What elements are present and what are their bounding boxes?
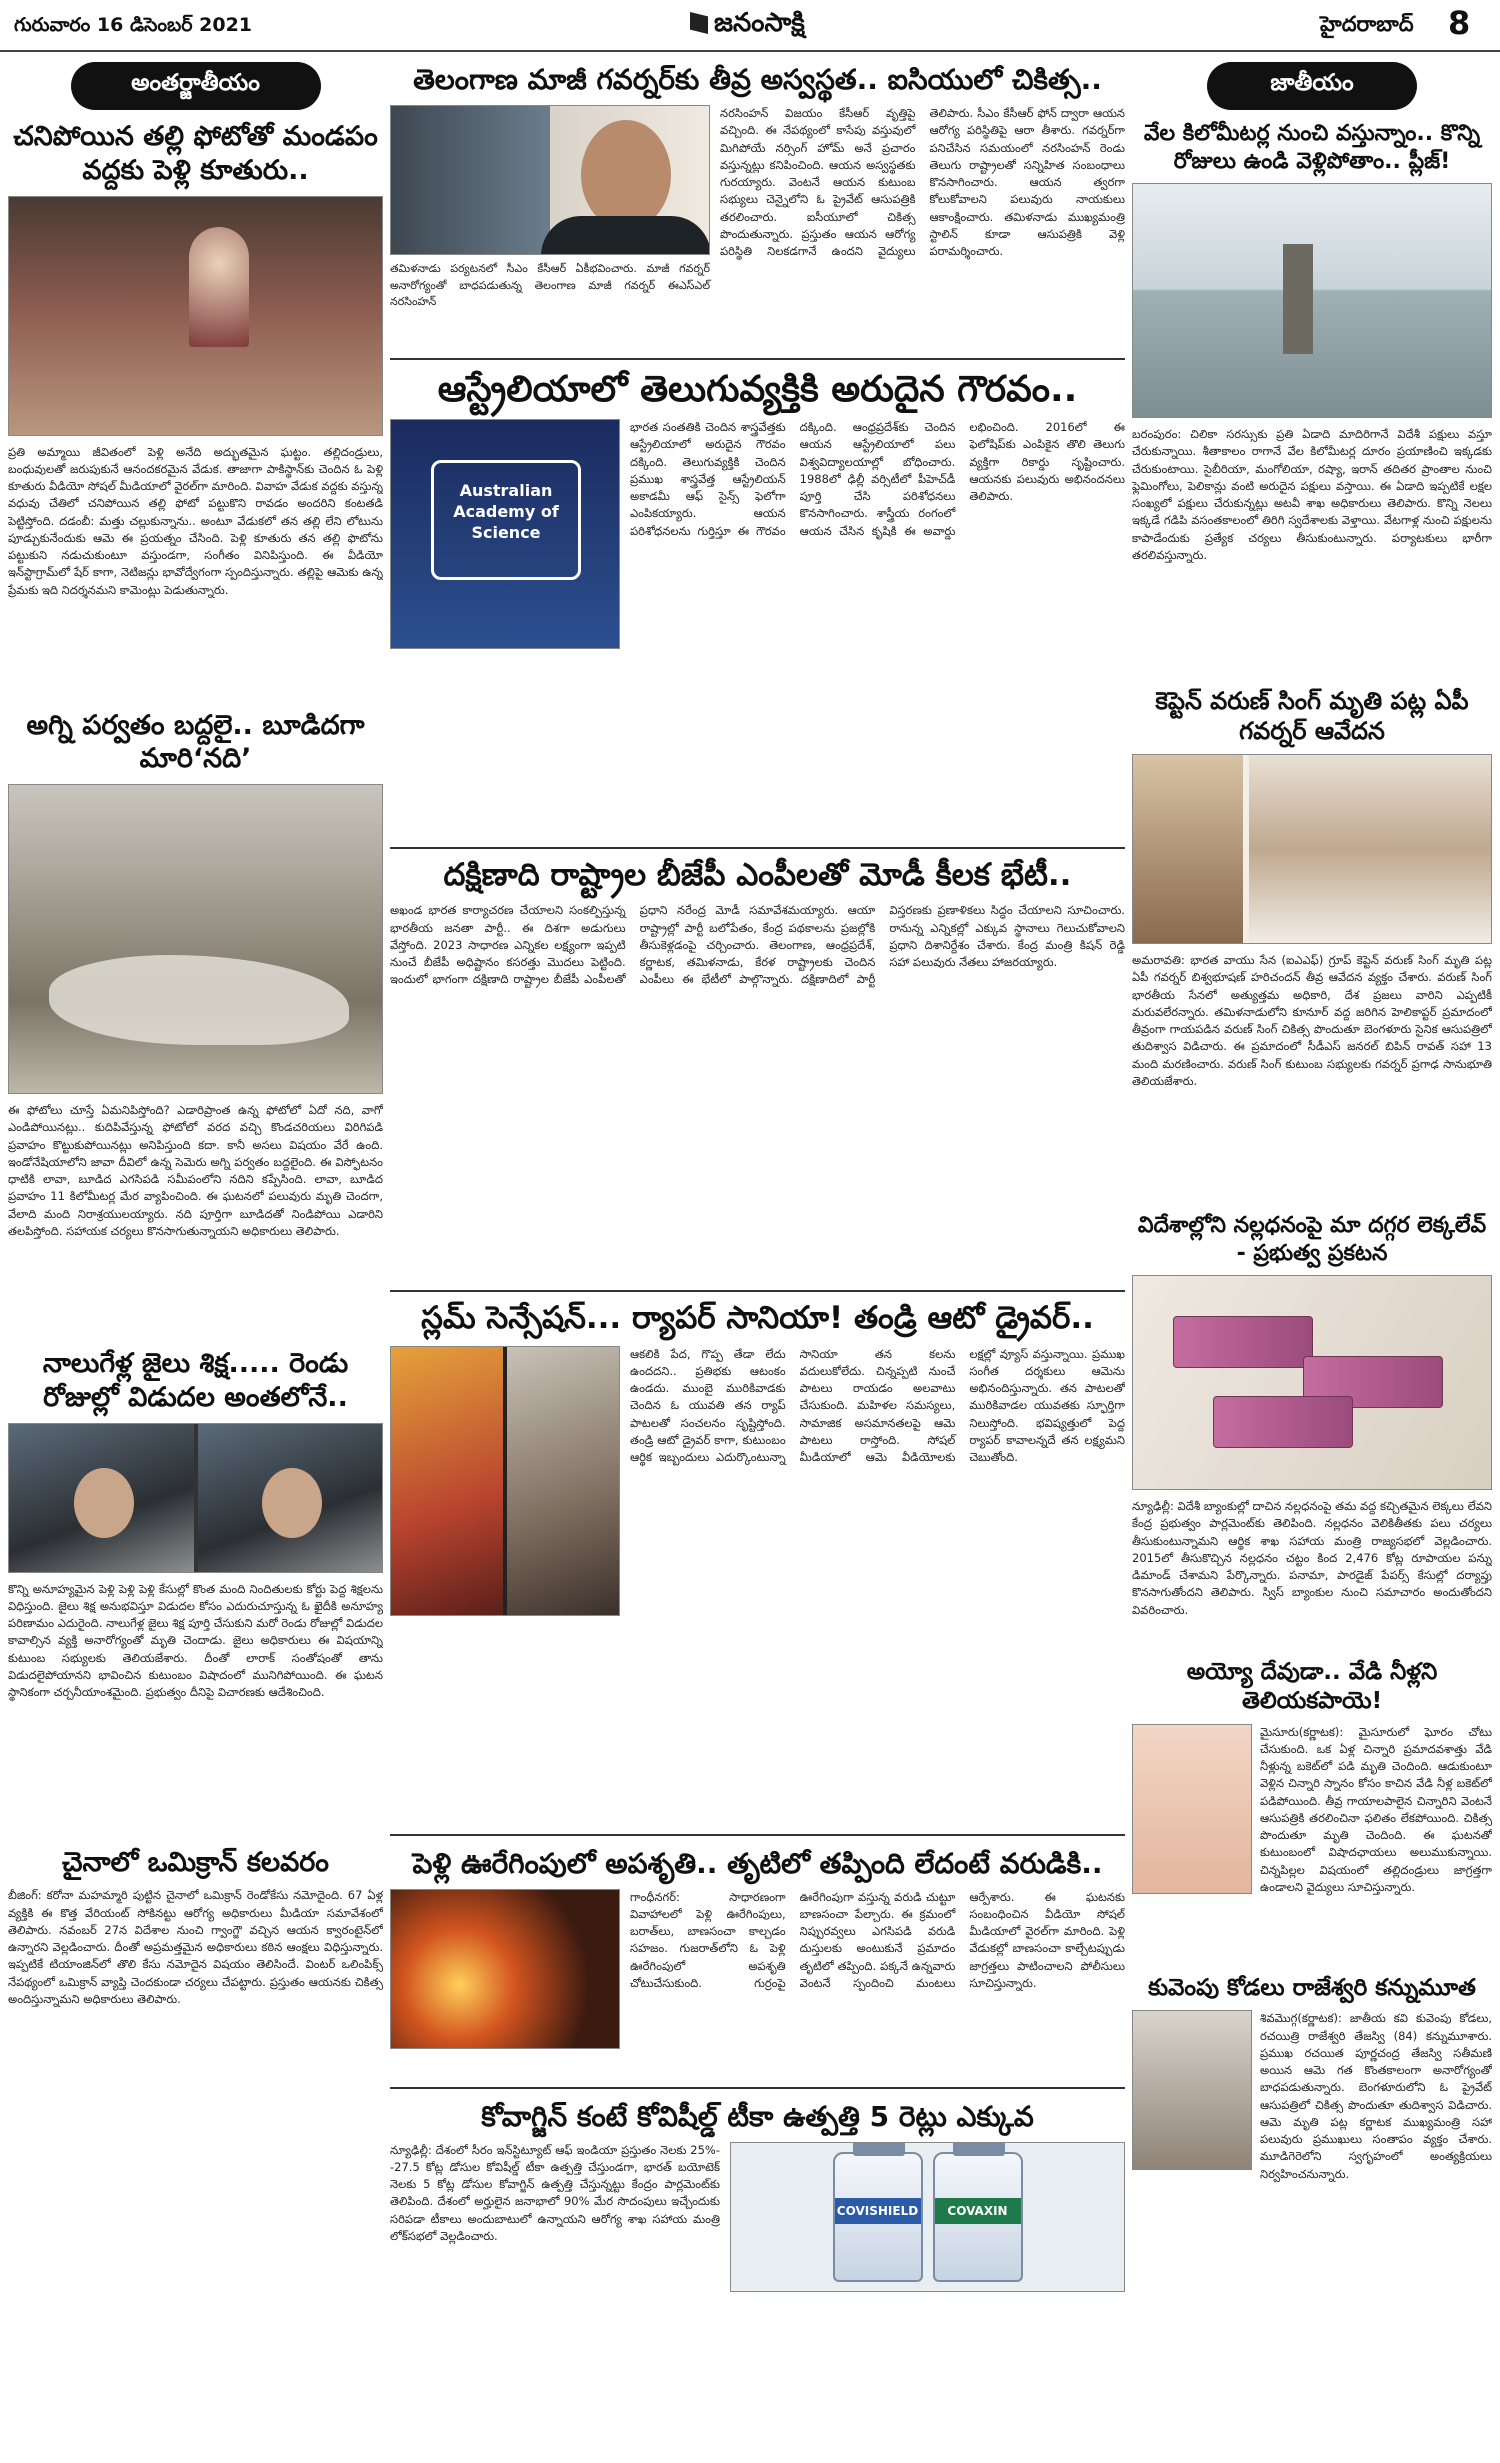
article-rapper: [390, 1300, 1125, 1825]
headline: చైనాలో ఒమిక్రాన్ కలవరం: [62, 1846, 329, 1878]
headline: ఆస్ట్రేలియాలో తెలుగువ్యక్తికి అరుదైన గౌరవం..: [437, 369, 1078, 410]
headline: స్లమ్ సెన్సేషన్... ర్యాపర్ సానియా! తండ్రి ఆటో డ్రైవర్..: [421, 1300, 1094, 1337]
article-black-money: [1132, 1212, 1492, 1648]
vaccine-photo: [730, 2142, 1125, 2292]
article-body: బరంపురం: చిలికా సరస్సుకు ప్రతి ఏడాది మాదిరిగానే విదేశీ పక్షులు వస్తూ చేరుకున్నాయి. శీతాకాలం రాగానే వేల కిలోమీటర్ల దూరం ప్రయాణించి ఇక్కడకు చేరుకుంటాయి. సైబీరియా, మంగోలియా, రష్యా, ఇరాన్ తదితర ప్రాంతాల నుంచి ఫ్లెమింగోలు, పెలికాన్లు వంటి అరుదైన పక్షులు వస్తాయి. ఈ ఏడాది ఇప్పటికే లక్షల సంఖ్యలో పక్షులు చేరుకున్నట్లు అటవీ శాఖ అధికారులు తెలిపారు. కొన్ని నెలలు ఇక్కడే గడిపి వసంతకాలంలో తిరిగి స్వదేశాలకు వెళ్తాయి. వేటగాళ్ల నుంచి పక్షులను కాపాడేందుకు ప్రత్యేక చర్యలు తీసుకుంటున్నారు. పర్యాటకులు భారీగా తరలివస్తున్నారు.: [1132, 427, 1492, 562]
governor-suit: [541, 216, 710, 255]
rapper-photo: [390, 1346, 620, 1616]
article-bjp-modi: [390, 857, 1125, 1282]
page-number: 8: [1448, 4, 1471, 42]
article-body: గాంధీనగర్: సాధారణంగా వివాహాలలో పెళ్లి ఊరేగింపులు, బరాత్‌లు, బాణసంచా కాల్చడం సహజం. గుజరాత్‌లోని ఓ పెళ్లి ఊరేగింపులో అపశృతి చోటుచేసుకుంది. గుర్రంపై ఊరేగింపుగా వస్తున్న వరుడి చుట్టూ బాణసంచా పేల్చారు. ఈ క్రమంలో నిప్పురవ్వలు ఎగసిపడి వరుడి దుస్తులకు అంటుకునే ప్రమాదం తృటిలో తప్పింది. పక్కనే ఉన్నవారు వెంటనే స్పందించి మంటలు ఆర్పేశారు. ఈ ఘటనకు సంబంధించిన వీడియో సోషల్ మీడియాలో వైరల్‌గా మారింది. పెళ్లి వేడుకల్లో బాణసంచా కాల్చేటప్పుడు జాగ్రత్తలు పాటించాలని పోలీసులు సూచిస్తున్నారు.: [630, 1889, 1125, 1990]
photo-right: [198, 1424, 383, 1572]
currency-photo: [1132, 1275, 1492, 1490]
national-column: [1132, 62, 1492, 2457]
article-jail: [8, 1347, 383, 1836]
governor-portrait-photo: [1132, 754, 1492, 944]
article-body: ప్రతి అమ్మాయి జీవితంలో పెళ్లి అనేది అద్భుతమైన ఘట్టం. తల్లిదండ్రులు, బంధువులతో జరుపుకునే ఆనందకరమైన వేడుక. తాజాగా పాకిస్థాన్‌కు చెందిన ఓ పెళ్లి కూతురు వీడియో సోషల్ మీడియాలో వైరల్‌గా మారింది. వివాహ వేడుక వద్దకు వస్తున్న వధువు చేతిలో చనిపోయిన తల్లి ఫోటో పట్టుకొని రావడం అందరిని కంటతడి పెట్టిస్తోంది. దడంబీ: మత్తు చల్లుకున్నాను.. అంటూ వేడుకలో తన తల్లి లేని లోటును పూడ్చుకునేందుకు ఆమె ఈ ప్రయత్నం చేసింది. పెళ్లి కూతురు తన తల్లి ఫొటోను పట్టుకుని నడుచుకుంటూ వస్తుండగా, సంగీతం వినిపిస్తుంది. ఈ వీడియో ఇన్‌స్టాగ్రామ్‌లో షేర్ కాగా, నెటిజన్లు భావోద్వేగంగా స్పందిస్తున్నారు. తల్లిపై ఆమెకు ఉన్న ప్రేమకు ఇది నిదర్శనమని కామెంట్లు పెడుతున్నారు.: [8, 444, 383, 597]
headline: తెలంగాణ మాజీ గవర్నర్‌కు తీవ్ర అస్వస్థత.. ఐసియులో చికిత్స..: [413, 63, 1102, 96]
article-hot-water: [1132, 1658, 1492, 1964]
headline: నాలుగేళ్ల జైలు శిక్ష..... రెండు రోజుల్లో విడుదల అంతలోనే..: [42, 1348, 349, 1413]
divider: [390, 2087, 1125, 2089]
prisoner-photo: [8, 1423, 383, 1573]
international-column: [8, 62, 383, 2457]
article-governor: [390, 62, 1125, 350]
article-vaccine: [390, 2099, 1125, 2292]
article-varun-singh: [1132, 686, 1492, 1202]
article-body: అఖండ భారత కార్యాచరణ చేయాలని సంకల్పిస్తున్న భారతీయ జనతా పార్టీ.. ఈ దిశగా అడుగులు వేస్తోంది. 2023 సాధారణ ఎన్నికల లక్ష్యంగా ఇప్పటి నుంచే బీజేపీ అధిష్టానం కసరత్తు మొదలు పెట్టింది. ఇందులో భాగంగా దక్షిణాది రాష్ట్రాల బీజేపీ ఎంపీలతో ప్రధాని నరేంద్ర మోడీ సమావేశమయ్యారు. ఆయా రాష్ట్రాల్లో పార్టీ బలోపేతం, కేంద్ర పథకాలను ప్రజల్లోకి తీసుకెళ్లడంపై చర్చించారు. తెలంగాణ, ఆంధ్రప్రదేశ్, కర్ణాటక, తమిళనాడు, కేరళ రాష్ట్రాలకు చెందిన ఎంపీలు ఈ భేటీలో పాల్గొన్నారు. దక్షిణాదిలో పార్టీ విస్తరణకు ప్రణాళికలు సిద్ధం చేయాలని సూచించారు. రానున్న ఎన్నికల్లో ఎక్కువ స్థానాలు గెలుచుకోవాలని ప్రధాని దిశానిర్దేశం చేశారు. కేంద్ర మంత్రి కిషన్ రెడ్డి సహా పలువురు నేతలు హాజరయ్యారు.: [390, 903, 1125, 987]
article-australia: [390, 368, 1125, 839]
section-label-international: అంతర్జాతీయం: [71, 62, 321, 110]
divider: [390, 358, 1125, 360]
headline: పెళ్లి ఊరేగింపులో అపశృతి.. తృటిలో తప్పింది లేదంటే వరుడికి..: [412, 1846, 1103, 1880]
headline: చనిపోయిన తల్లి ఫోటోతో మండపం వద్దకు పెళ్లి కూతురు..: [13, 121, 378, 186]
divider: [390, 1290, 1125, 1292]
article-body: కొన్ని అనూహ్యమైన పెళ్లి పెళ్లి పెళ్లి కేసుల్లో కొంత మంది నిందితులకు కోర్టు పెద్ద శిక్షలను విధిస్తుంది. జైలు శిక్ష అనుభవిస్తూ విడుదల కోసం ఎదురుచూస్తున్న ఓ ఖైదీకి అనూహ్య పరిణామం ఎదురైంది. నాలుగేళ్ల జైలు శిక్ష పూర్తి చేసుకుని మరో రెండు రోజుల్లో విడుదల కావాల్సిన వ్యక్తి అనారోగ్యంతో మృతి చెందాడు. జైలు అధికారులు ఈ విషయాన్ని కుటుంబ సభ్యులకు తెలియజేశారు. దీంతో లారాక్ సంతోషంతో తాను విడుదలైపోయానని భావించిన కుటుంబం విషాదంలో మునిగిపోయింది. ఈ ఘటన స్థానికంగా చర్చనీయాంశమైంది. ప్రభుత్వం దీనిపై విచారణకు ఆదేశించింది.: [8, 1581, 383, 1699]
headline: కోవాగ్జిన్ కంటే కోవిషీల్డ్ టీకా ఉత్పత్తి 5 రెట్లు ఎక్కువ: [481, 2099, 1034, 2133]
headline: దక్షిణాది రాష్ట్రాల బీజేపీ ఎంపీలతో మోడీ కీలక భేటీ..: [443, 857, 1072, 894]
headline: వేల కిలోమీటర్ల నుంచి వస్తున్నాం.. కొన్ని రోజులు ఉండి వెళ్లిపోతాం.. ప్లీజ్!: [1143, 121, 1481, 174]
issue-date: గురువారం 16 డిసెంబర్ 2021: [14, 14, 253, 36]
main-column: [390, 62, 1125, 2457]
bride-figure: [189, 227, 249, 347]
article-body: నరసింహన్ విజయం కేసీఆర్ వృత్తిపై వచ్చింది. ఈ నేపథ్యంలో కాసేపు వస్తువులో మిగిపోయే నర్సింగ్ హోమ్ అనే ప్రచారం వస్తున్నట్లు కనిపించింది. ఆయన అస్వస్థతకు గురయ్యారు. వెంటనే ఆయన కుటుంబ సభ్యులు చెన్నైలోని ఓ ప్రైవేట్ ఆసుపత్రికి తరలించారు. ఐసీయూలో చికిత్స పొందుతున్నారు. ప్రస్తుతం ఆయన ఆరోగ్య పరిస్థితి నిలకడగానే ఉందని వైద్యులు తెలిపారు. సీఎం కేసీఆర్ ఫోన్ ద్వారా ఆయన ఆరోగ్య పరిస్థితిపై ఆరా తీశారు. గవర్నర్‌గా పనిచేసిన సమయంలో నరసింహన్ రెండు తెలుగు రాష్ట్రాలతో సన్నిహిత సంబంధాలు కొనసాగించారు. ఆయన త్వరగా కోలుకోవాలని పలువురు నాయకులు ఆకాంక్షించారు. తమిళనాడు ముఖ్యమంత్రి స్టాలిన్ కూడా ఆసుపత్రికి వెళ్లి పరామర్శించారు.: [720, 106, 1125, 258]
cash-bundle: [1173, 1316, 1313, 1368]
covishield-vial-icon: [833, 2152, 923, 2282]
vial-cap: [953, 2142, 1005, 2156]
article-wedding-fire: [390, 1846, 1125, 2079]
section-label-national: జాతీయం: [1207, 62, 1417, 110]
article-omicron-china: [8, 1846, 383, 2118]
headline: విదేశాల్లోని నల్లధనంపై మా దగ్గర లెక్కలేవ్ - ప్రభుత్వ ప్రకటన: [1137, 1213, 1487, 1266]
article-bride: [8, 120, 383, 699]
child-photo: [1132, 1724, 1252, 1894]
edition-city: హైదరాబాద్: [1320, 12, 1414, 36]
headline: అయ్యో దేవుడా.. వేడి నీళ్లని తెలియకపాయె!: [1186, 1659, 1438, 1714]
photo-left: [391, 1347, 503, 1615]
article-body: భారత సంతతికి చెందిన శాస్త్రవేత్తకు ఆస్ట్రేలియాలో అరుదైన గౌరవం దక్కింది. తెలుగువ్యక్తికి చెందిన ప్రముఖ శాస్త్రవేత్త ఆస్ట్రేలియన్ అకాడమీ ఆఫ్ సైన్స్ ఫెలోగా ఎంపికయ్యారు. ఆయన పరిశోధనలను గుర్తిస్తూ ఈ గౌరవం దక్కింది. ఆంధ్రప్రదేశ్‌కు చెందిన ఆయన ఆస్ట్రేలియాలో పలు విశ్వవిద్యాలయాల్లో బోధించారు. 1988లో ఢిల్లీ వర్సిటీలో పీహెచ్‌డీ పూర్తి చేసి పరిశోధనలు కొనసాగించారు. శాస్త్రీయ రంగంలో ఆయన చేసిన కృషికి ఈ అవార్డు లభించింది. 2016లో ఈ ఫెలోషిప్‌కు ఎంపికైన తొలి తెలుగు వ్యక్తిగా రికార్డు సృష్టించారు. ఆయనకు పలువురు అభినందనలు తెలిపారు.: [630, 420, 1125, 538]
divider: [390, 847, 1125, 849]
article-body: ఆకలికి పేద, గొప్ప తేడా లేదు ఉందదని.. ప్రతిభకు ఆటంకం ఉండదు. ముంబై మురికివాడకు చెందిన ఓ యువతి తన ర్యాప్ పాటలతో సంచలనం సృష్టిస్తోంది. తండ్రి ఆటో డ్రైవర్ కాగా, కుటుంబం ఆర్థిక ఇబ్బందులు ఎదుర్కొంటున్నా సానియా తన కలను వదులుకోలేదు. చిన్నప్పటి నుంచే పాటలు రాయడం అలవాటు చేసుకుంది. మహిళల సమస్యలు, సామాజిక అసమానతలపై ఆమె పాటలు రాస్తోంది. సోషల్ మీడియాలో ఆమె వీడియోలకు లక్షల్లో వ్యూస్ వస్తున్నాయి. ప్రముఖ సంగీత దర్శకులు ఆమెను అభినందిస్తున్నారు. తన పాటలతో మురికివాడల యువతకు స్ఫూర్తిగా నిలుస్తోంది. భవిష్యత్తులో పెద్ద ర్యాపర్ కావాలన్నదే తన లక్ష్యమని చెబుతోంది.: [630, 1346, 1125, 1465]
award-photo: [390, 419, 620, 649]
article-body: బీజింగ్: కరోనా మహమ్మారి పుట్టిన చైనాలో ఒమిక్రాన్ రెండోకేసు నమోదైంది. 67 ఏళ్ల వ్యక్తికి ఈ కొత్త వేరియంట్ సోకినట్టు ఆరోగ్య అధికారులు మీడియా సమావేశంలో తెలిపారు. నవంబర్ 27న విదేశాల నుంచి గ్వాంగ్జౌ వచ్చిన ఆయన క్వారంటైన్‌లో ఉన్నారని వెల్లడించారు. దీంతో అప్రమత్తమైన అధికారులు కఠిన ఆంక్షలు విధిస్తున్నారు. ఇప్పటికే టియాంజిన్‌లో తొలి కేసు నమోదైన విషయం తెలిసిందే. వింటర్ ఒలింపిక్స్ నేపథ్యంలో ఒమిక్రాన్ వ్యాప్తి చెందకుండా చర్యలు చేపట్టారు. ప్రస్తుతం ఆయనకు చికిత్స అందిస్తున్నామని అధికారులు తెలిపారు.: [8, 1888, 383, 2006]
divider: [390, 1834, 1125, 1836]
article-body: ఈ ఫోటోలు చూస్తే ఏమనిపిస్తోంది? ఎడారిప్రాంత ఉన్న ఫోటోలో ఏదో నది, వాగో ఎండిపోయినట్లు.. కుదిపివేస్తున్న ఫోటోలో వరద వచ్చి కొండచరియలు విరిగిపడి ప్రవాహం కొట్టుకుపోయినట్లు అనిపిస్తుంది కదా. కానీ అసలు విషయం వేరే ఉంది. ఇండోనేషియాలోని జావా దీవిలో ఉన్న సెమెరు అగ్ని పర్వతం బద్దలైంది. ఈ విస్ఫోటనం ధాటికి లావా, బూడిద ఎగసిపడి సమీపంలోని నదిని కప్పేసింది. లావా, బూడిద ప్రవాహం 11 కిలోమీటర్ల మేర వ్యాపించింది. ఈ ఘటనలో పలువురు మృతి చెందగా, వేలాది మంది నిరాశ్రయులయ్యారు. నది పూర్తిగా బూడిదతో నిండిపోయి ఎడారిని తలపిస్తోంది. సహాయక చర్యలు కొనసాగుతున్నాయని అధికారులు తెలిపారు.: [8, 1103, 383, 1238]
masthead: [690, 8, 805, 44]
vial-label: COVISHIELD: [835, 2198, 921, 2224]
rajeshwari-photo: [1132, 2010, 1252, 2170]
article-volcano: [8, 709, 383, 1338]
article-body: న్యూఢిల్లీ: విదేశీ బ్యాంకుల్లో దాచిన నల్లధనంపై తమ వద్ద కచ్చితమైన లెక్కలు లేవని కేంద్ర ప్రభుత్వం పార్లమెంట్‌కు తెలిపింది. నల్లధనం వెలికితీతకు పలు చర్యలు తీసుకుంటున్నామని ఆర్థిక శాఖ సహాయ మంత్రి రాజ్యసభలో వెల్లడించారు. 2015లో తీసుకొచ్చిన నల్లధనం చట్టం కింద 2,476 కోట్ల రూపాయల పన్ను డిమాండ్ చేశామని పేర్కొన్నారు. పనామా, పారడైజ్ పేపర్స్ కేసుల్లో దర్యాప్తు కొనసాగుతోందని తెలిపారు. స్విస్ బ్యాంకుల నుంచి సమాచారం అందుతోందని వివరించారు.: [1132, 1499, 1492, 1617]
lake-photo: [1132, 183, 1492, 418]
academy-sign: Australian Academy of Science: [431, 460, 581, 580]
ash-river: [49, 955, 349, 1045]
page-header: [0, 0, 1500, 52]
vial-label: COVAXIN: [935, 2198, 1021, 2224]
masthead-logo-icon: [690, 12, 708, 34]
article-body: శివమొగ్గ(కర్ణాటక): జాతీయ కవి కువెంపు కోడలు, రచయిత్రి రాజేశ్వరి తేజస్వి (84) కన్నుమూశారు. ప్రముఖ రచయిత పూర్ణచంద్ర తేజస్వి సతీమణి అయిన ఆమె గత కొంతకాలంగా అనారోగ్యంతో బాధపడుతున్నారు. బెంగళూరులోని ఓ ప్రైవేట్ ఆసుపత్రిలో చికిత్స పొందుతూ తుదిశ్వాస విడిచారు. ఆమె మృతి పట్ల కర్ణాటక ముఖ్యమంత్రి సహా పలువురు ప్రముఖులు సంతాపం వ్యక్తం చేశారు. మూడిగెరెలోని స్వగృహంలో అంత్యక్రియలు నిర్వహించనున్నారు.: [1260, 2011, 1492, 2181]
article-kuvempu: [1132, 1974, 1492, 2201]
governor-face: [581, 120, 671, 230]
governor-photo: [390, 105, 710, 255]
fireworks-photo: [390, 1889, 620, 2049]
vial-cap: [853, 2142, 905, 2156]
article-migratory-birds: [1132, 120, 1492, 676]
covaxin-vial-icon: [933, 2152, 1023, 2282]
volcano-photo: [8, 784, 383, 1094]
article-body: న్యూఢిల్లీ: దేశంలో సీరం ఇన్‌స్టిట్యూట్ ఆఫ్ ఇండియా ప్రస్తుతం నెలకు 25%--27.5 కోట్ల డోసుల కోవిషీల్డ్ టీకా ఉత్పత్తి చేస్తుండగా, భారత్ బయోటెక్ నెలకు 5 కోట్ల డోసుల కోవాగ్జిన్ ఉత్పత్తి చేస్తున్నట్టు కేంద్రం పార్లమెంట్‌కు తెలిపింది. దేశంలో అర్హులైన జనాభాలో 90% మేర సొదంపులు ఇచ్చేందుకు సరిపడా టీకాలు అందుబాటులో ఉన్నాయని ఆరోగ్య శాఖ సహాయ మంత్రి లోక్‌సభలో వెల్లడించారు.: [390, 2142, 720, 2243]
photo-right: [507, 1347, 619, 1615]
headline: కెప్టెన్ వరుణ్ సింగ్ మృతి పట్ల ఏపీ గవర్నర్ ఆవేదన: [1155, 687, 1469, 745]
cash-bundle: [1213, 1396, 1353, 1448]
article-body: మైసూరు(కర్ణాటక): మైసూరులో ఘోరం చోటు చేసుకుంది. ఒక ఏళ్ల చిన్నారి ప్రమాదవశాత్తు వేడి నీళ్లున్న బకెట్‌లో పడి మృతి చెందింది. ఆడుకుంటూ వెళ్లిన చిన్నారి స్నానం కోసం కాచిన వేడి నీళ్ల బకెట్‌లో పడిపోయింది. తీవ్ర గాయాలపాలైన చిన్నారిని వెంటనే ఆసుపత్రికి తరలించినా ఫలితం లేకపోయింది. చికిత్స పొందుతూ మృతి చెందింది. ఈ ఘటనతో కుటుంబంలో విషాదఛాయలు అలుముకున్నాయి. చిన్నపిల్లల విషయంలో తల్లిదండ్రులు జాగ్రత్తగా ఉండాలని వైద్యులు సూచిస్తున్నారు.: [1260, 1724, 1492, 1894]
photo-caption: తమిళనాడు పర్యటనలో సీఎం కేసీఆర్ ఏకీభవించారు. మాజీ గవర్నర్ అనారోగ్యంతో బాధపడుతున్న తెలంగాణ మాజీ గవర్నర్ ఈఎస్ఎల్ నరసింహన్: [390, 262, 710, 308]
lighthouse-shape: [1283, 244, 1313, 354]
captain-portrait: [1133, 755, 1243, 943]
article-body: అమరావతి: భారత వాయు సేన (ఐఎఎఫ్) గ్రూప్ కెప్టెన్ వరుణ్ సింగ్ మృతి పట్ల ఏపీ గవర్నర్ బిశ్వభూషణ్ హరిచందన్ తీవ్ర ఆవేదన వ్యక్తం చేశారు. వరుణ్ సింగ్ భారతీయ సేనలో అత్యుత్తమ అధికారి, దేశ ప్రజలు వారిని ఎప్పటికీ మరువలేరన్నారు. తమిళనాడులోని కూనూర్ వద్ద జరిగిన హెలికాప్టర్ ప్రమాదంలో తీవ్రంగా గాయపడిన వరుణ్ సింగ్ చికిత్స పొందుతూ బెంగళూరు సైనిక ఆసుపత్రిలో తుదిశ్వాస విడిచారు. ఈ ప్రమాదంలో సీడీఎస్ జనరల్ బిపిన్ రావత్ సహా 13 మంది మరణించారు. వరుణ్ సింగ్ కుటుంబ సభ్యులకు గవర్నర్ ప్రగాఢ సానుభూతి తెలియజేశారు.: [1132, 953, 1492, 1088]
photo-left: [9, 1424, 194, 1572]
headline: కువెంపు కోడలు రాజేశ్వరి కన్నుమూత: [1148, 1974, 1476, 2001]
governor-portrait: [1249, 755, 1491, 943]
headline: అగ్ని పర్వతం బద్దలై.. బూడిదగా మారి‘నది’: [26, 709, 365, 775]
masthead-title: జనంసాక్షి: [714, 8, 805, 38]
bride-photo: [8, 196, 383, 436]
